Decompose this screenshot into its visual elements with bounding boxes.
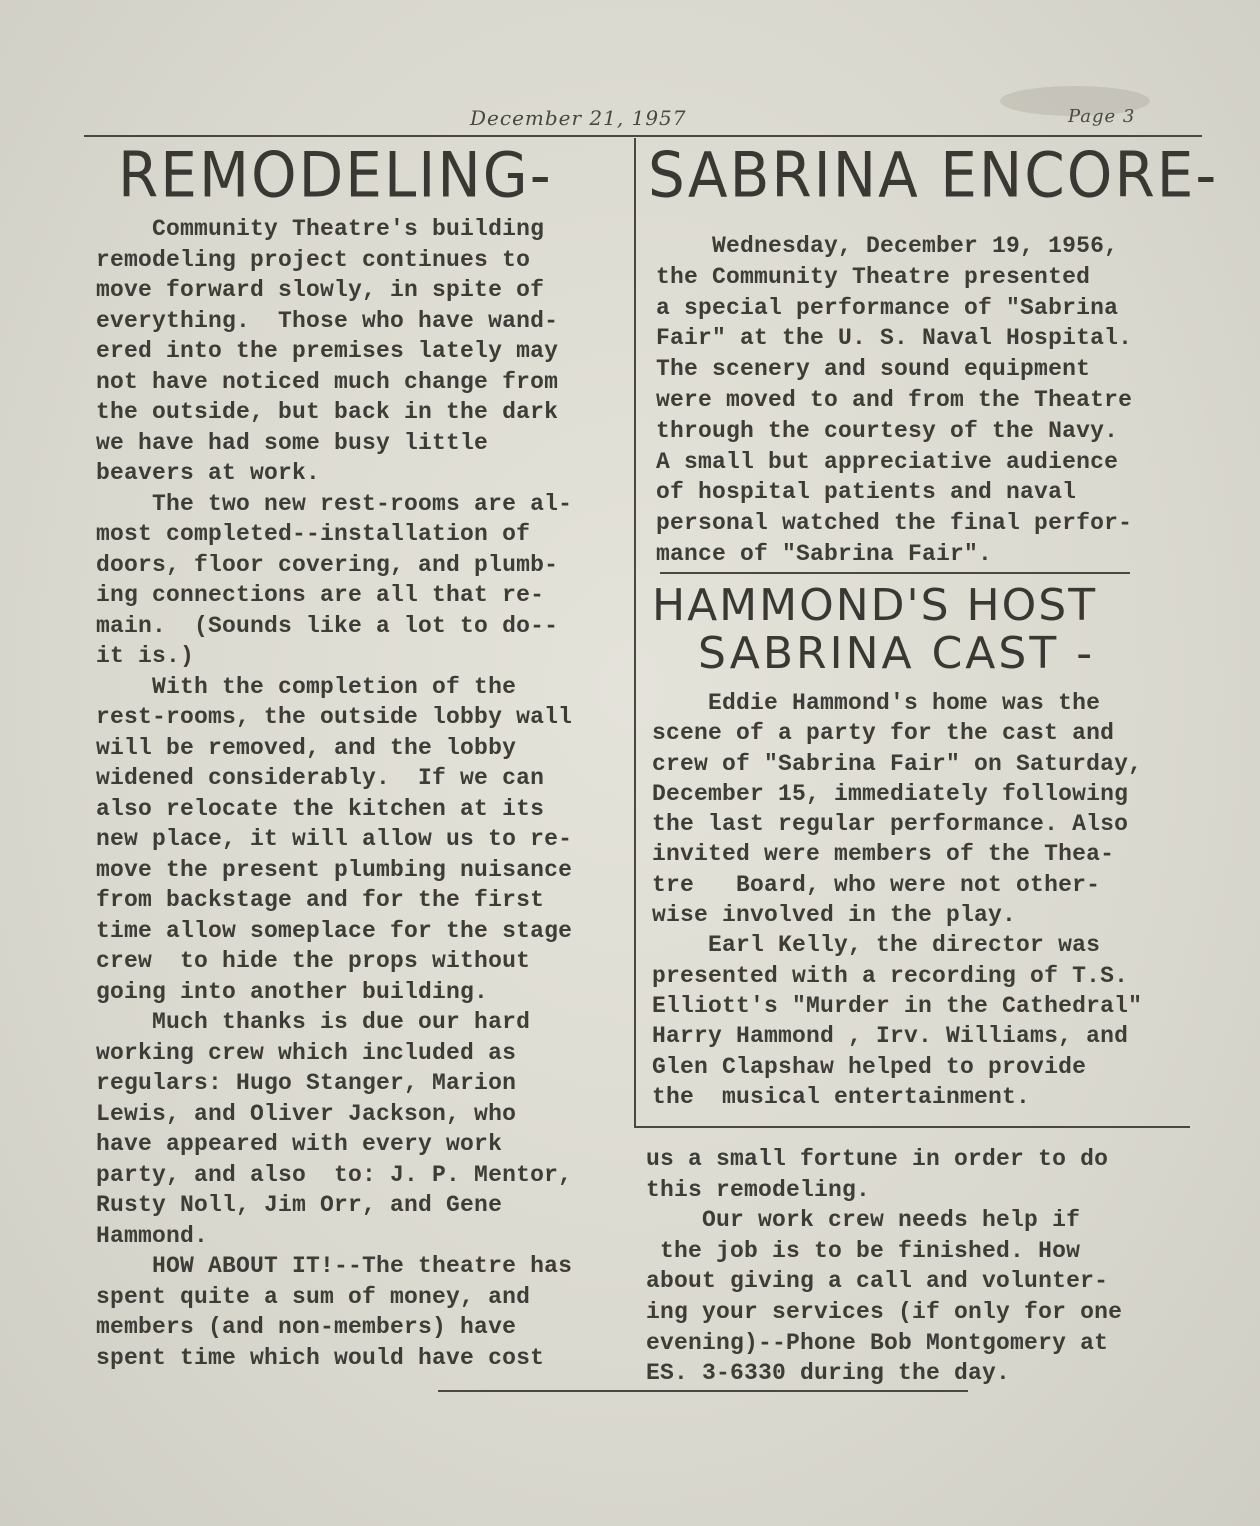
text-line: the outside, but back in the dark xyxy=(96,399,559,425)
text-line: wise involved in the play. xyxy=(652,902,1017,929)
text-line: scene of a party for the cast and xyxy=(652,720,1115,747)
text-line: invited were members of the Thea- xyxy=(652,841,1115,868)
hammond-headline-line1: HAMMOND'S HOST xyxy=(652,580,1098,631)
text-line: regulars: Hugo Stanger, Marion xyxy=(96,1070,517,1096)
text-line: widened considerably. If we can xyxy=(96,765,545,791)
text-line: ing your services (if only for one xyxy=(646,1298,1123,1325)
text-line: through the courtesy of the Navy. xyxy=(656,417,1119,444)
text-line: everything. Those who have wand- xyxy=(96,307,559,334)
hammond-headline-line2: SABRINA CAST - xyxy=(698,628,1096,679)
text-line: crew to hide the props without xyxy=(96,948,531,974)
text-line: Rusty Noll, Jim Orr, and Gene xyxy=(96,1192,503,1218)
text-line: rest-rooms, the outside lobby wall xyxy=(96,704,573,730)
text-line: Glen Clapshaw helped to provide xyxy=(652,1053,1087,1080)
remodeling-article-continuation xyxy=(646,1144,1122,1389)
text-line: have appeared with every work xyxy=(96,1131,503,1157)
text-line: ES. 3-6330 during the day. xyxy=(646,1360,1011,1387)
text-line: Harry Hammond , Irv. Williams, and xyxy=(652,1023,1129,1050)
text-line: working crew which included as xyxy=(96,1039,517,1066)
text-line: a special performance of "Sabrina xyxy=(656,294,1119,321)
text-line: new place, it will allow us to re- xyxy=(96,826,573,852)
text-line: us a small fortune in order to do xyxy=(646,1146,1109,1172)
text-line: main. (Sounds like a lot to do-- xyxy=(96,612,559,639)
text-line: the last regular performance. Also xyxy=(652,811,1129,838)
text-line: Hammond. xyxy=(96,1222,209,1249)
text-line: personal watched the final perfor- xyxy=(656,510,1133,537)
sabrina-article-body xyxy=(656,231,1132,570)
text-line: this remodeling. xyxy=(646,1176,871,1203)
section-divider xyxy=(660,572,1130,574)
text-line: ing connections are all that re- xyxy=(96,582,545,608)
text-line: move the present plumbing nuisance xyxy=(96,856,573,883)
text-line: party, and also to: J. P. Mentor, xyxy=(96,1161,573,1188)
text-line: will be removed, and the lobby xyxy=(96,734,517,761)
text-line: Fair" at the U. S. Naval Hospital. xyxy=(656,325,1133,352)
text-line: members (and non-members) have xyxy=(96,1314,517,1340)
text-line: The scenery and sound equipment xyxy=(656,356,1091,383)
text-line: HOW ABOUT IT!--The theatre has xyxy=(96,1253,573,1279)
text-line: not have noticed much change from xyxy=(96,368,559,395)
hammond-article-body xyxy=(652,688,1142,1112)
text-line: the musical entertainment. xyxy=(652,1083,1031,1110)
text-line: also relocate the kitchen at its xyxy=(96,795,545,822)
text-line: move forward slowly, in spite of xyxy=(96,277,545,303)
text-line: it is.) xyxy=(96,643,195,669)
text-line: remodeling project continues to xyxy=(96,246,531,273)
text-line: Earl Kelly, the director was xyxy=(652,932,1101,959)
text-line: evening)--Phone Bob Montgomery at xyxy=(646,1329,1109,1356)
text-line: doors, floor covering, and plumb- xyxy=(96,551,559,578)
remodeling-article-body xyxy=(96,214,572,1373)
column-divider xyxy=(634,138,636,1128)
text-line: A small but appreciative audience xyxy=(656,448,1119,475)
text-line: we have had some busy little xyxy=(96,429,489,456)
text-line: Elliott's "Murder in the Cathedral" xyxy=(652,992,1143,1019)
text-line: tre Board, who were not other- xyxy=(652,871,1101,898)
text-line: spent quite a sum of money, and xyxy=(96,1283,531,1310)
text-line: the Community Theatre presented xyxy=(656,263,1091,290)
text-line: spent time which would have cost xyxy=(96,1344,545,1371)
bottom-rule xyxy=(438,1390,968,1392)
sabrina-encore-headline: SABRINA ENCORE- xyxy=(648,138,1219,212)
text-line: going into another building. xyxy=(96,978,489,1005)
text-line: most completed--installation of xyxy=(96,521,531,547)
text-line: Eddie Hammond's home was the xyxy=(652,690,1101,716)
text-line: Our work crew needs help if xyxy=(646,1207,1081,1234)
text-line: ered into the premises lately may xyxy=(96,338,559,364)
text-line: presented with a recording of T.S. xyxy=(652,962,1129,989)
text-line: about giving a call and volunter- xyxy=(646,1268,1109,1295)
text-line: Much thanks is due our hard xyxy=(96,1009,531,1035)
text-line: of hospital patients and naval xyxy=(656,479,1077,506)
text-line: Community Theatre's building xyxy=(96,216,545,242)
text-line: December 15, immediately following xyxy=(652,780,1129,807)
text-line: from backstage and for the first xyxy=(96,887,545,913)
text-line: Wednesday, December 19, 1956, xyxy=(656,233,1119,259)
text-line: time allow someplace for the stage xyxy=(96,917,573,944)
text-line: were moved to and from the Theatre xyxy=(656,386,1133,413)
handwritten-page-number: Page 3 xyxy=(1068,106,1136,127)
text-line: Lewis, and Oliver Jackson, who xyxy=(96,1100,517,1127)
remodeling-headline: REMODELING- xyxy=(118,138,553,212)
text-line: beavers at work. xyxy=(96,460,321,486)
text-line: The two new rest-rooms are al- xyxy=(96,490,573,517)
text-line: With the completion of the xyxy=(96,673,517,700)
text-line: crew of "Sabrina Fair" on Saturday, xyxy=(652,750,1143,777)
box-bottom-rule xyxy=(634,1126,1190,1128)
handwritten-date: December 21, 1957 xyxy=(470,106,687,130)
text-line: the job is to be finished. How xyxy=(646,1237,1081,1264)
top-rule xyxy=(84,135,1202,137)
text-line: mance of "Sabrina Fair". xyxy=(656,540,993,567)
